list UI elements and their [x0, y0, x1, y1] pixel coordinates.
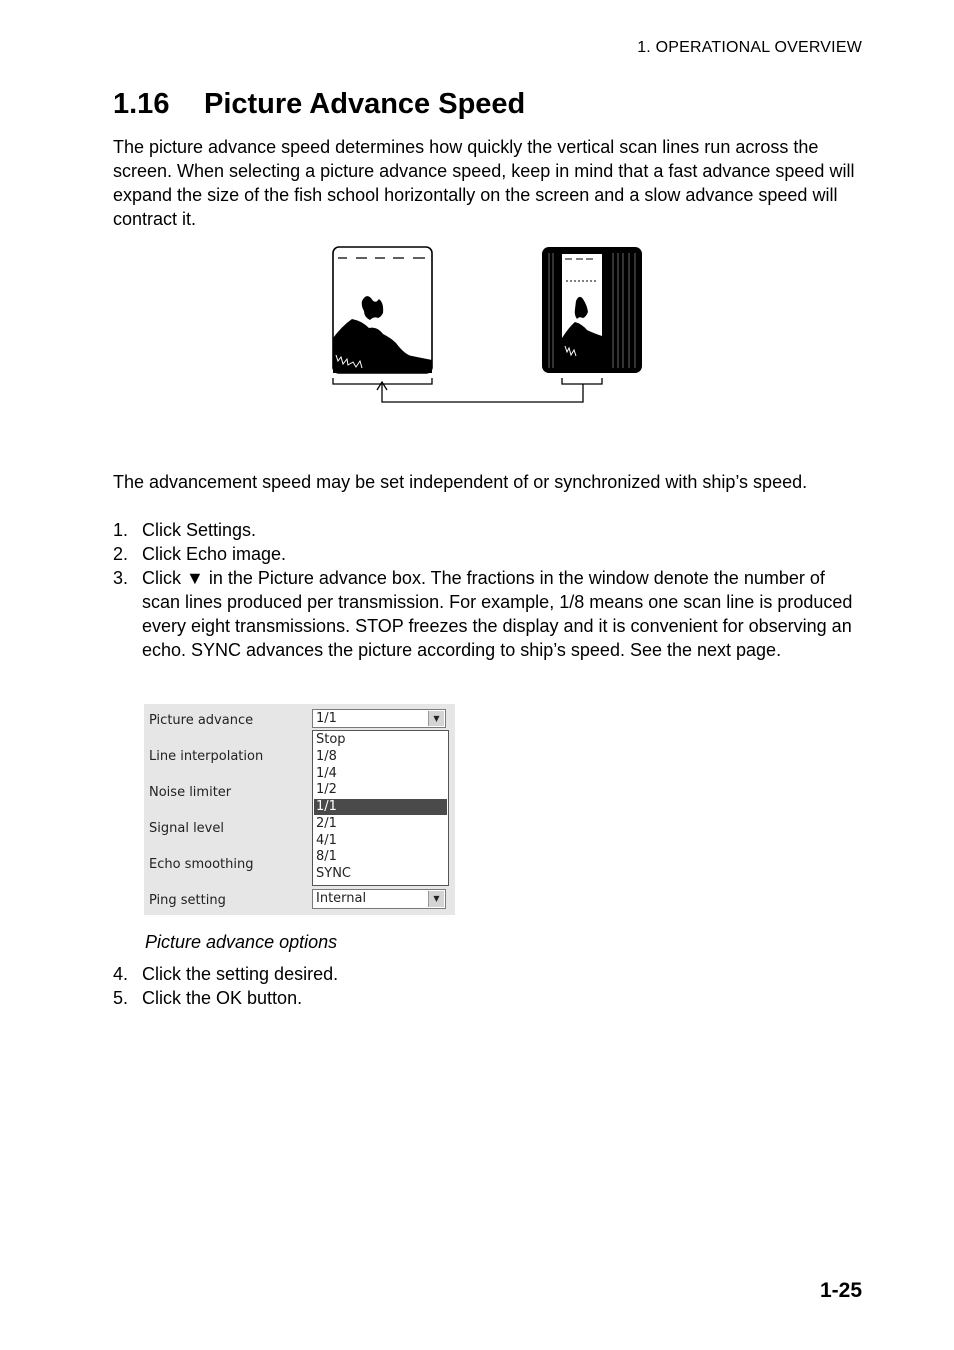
page-number: 1-25	[819, 1279, 862, 1302]
echo-smoothing-label: Echo smoothing	[149, 857, 254, 872]
step-number: 5.	[113, 988, 129, 1008]
steps-list	[113, 518, 865, 662]
comparison-arrow	[333, 378, 602, 402]
step-text: Click Echo image.	[142, 544, 287, 564]
section-title-text: Picture Advance Speed	[204, 88, 526, 120]
option-4-1[interactable]: 4/1	[316, 833, 337, 848]
echo-image-settings-panel	[144, 704, 455, 915]
line-interpolation-label: Line interpolation	[149, 749, 264, 764]
steps-list-continued	[113, 962, 865, 1010]
option-8-1[interactable]: 8/1	[316, 849, 337, 864]
step-item	[113, 518, 865, 542]
step-text: Click the setting desired.	[142, 964, 339, 984]
step-item	[113, 566, 865, 662]
sync-paragraph: The advancement speed may be set independent of or synchronized with ship’s speed.	[113, 472, 808, 492]
option-sync[interactable]: SYNC	[316, 866, 351, 881]
advance-speed-illustration	[326, 243, 646, 408]
option-1-1-selected[interactable]: 1/1	[314, 799, 447, 815]
option-1-4[interactable]: 1/4	[316, 766, 337, 781]
step-number: 1.	[113, 520, 129, 540]
ping-setting-select[interactable]	[312, 889, 446, 909]
picture-advance-select[interactable]	[312, 709, 446, 728]
slow-advance-screen	[542, 247, 642, 373]
signal-level-label: Signal level	[149, 821, 224, 836]
picture-advance-options-list	[312, 730, 449, 886]
step-item	[113, 962, 865, 986]
step-text: Click ▼ in the Picture advance box. The fractions in the window denote the number of scan lines produced per transmission. For example, 1/8 means one scan line is produced every eight transmissions. STOP freezes the display and it is convenient for observing an echo. SYNC advances the picture according to ship’s speed. See the next page.	[142, 568, 853, 660]
step-text: Click the OK button.	[142, 988, 303, 1008]
ping-setting-label: Ping setting	[149, 893, 226, 908]
noise-limiter-label: Noise limiter	[149, 785, 232, 800]
picture-advance-value: 1/1	[316, 711, 337, 726]
fast-advance-screen	[333, 247, 432, 373]
intro-paragraph: The picture advance speed determines how quickly the vertical scan lines run across the screen. When selecting a picture advance speed, keep in mind that a fast advance speed will expand the size of the fish school horizontally on the screen and a slow advance speed will contract it.	[113, 137, 855, 229]
option-1-8[interactable]: 1/8	[316, 749, 337, 764]
dropdown-arrow-icon[interactable]: ▼	[428, 711, 444, 726]
step-number: 2.	[113, 544, 129, 564]
step-text: Click Settings.	[142, 520, 257, 540]
step-number: 3.	[113, 568, 129, 588]
step-item	[113, 986, 865, 1010]
option-1-2[interactable]: 1/2	[316, 782, 337, 797]
section-number: 1.16	[113, 88, 170, 120]
option-2-1[interactable]: 2/1	[316, 816, 337, 831]
dropdown-arrow-icon[interactable]: ▼	[428, 891, 444, 907]
step-number: 4.	[113, 964, 129, 984]
option-stop[interactable]: Stop	[316, 732, 346, 747]
running-head: 1. OPERATIONAL OVERVIEW	[637, 39, 862, 56]
step-item	[113, 542, 865, 566]
figure-caption: Picture advance options	[145, 932, 338, 952]
picture-advance-label: Picture advance	[149, 713, 254, 728]
ping-setting-value: Internal	[316, 891, 367, 906]
section-title	[113, 88, 525, 121]
